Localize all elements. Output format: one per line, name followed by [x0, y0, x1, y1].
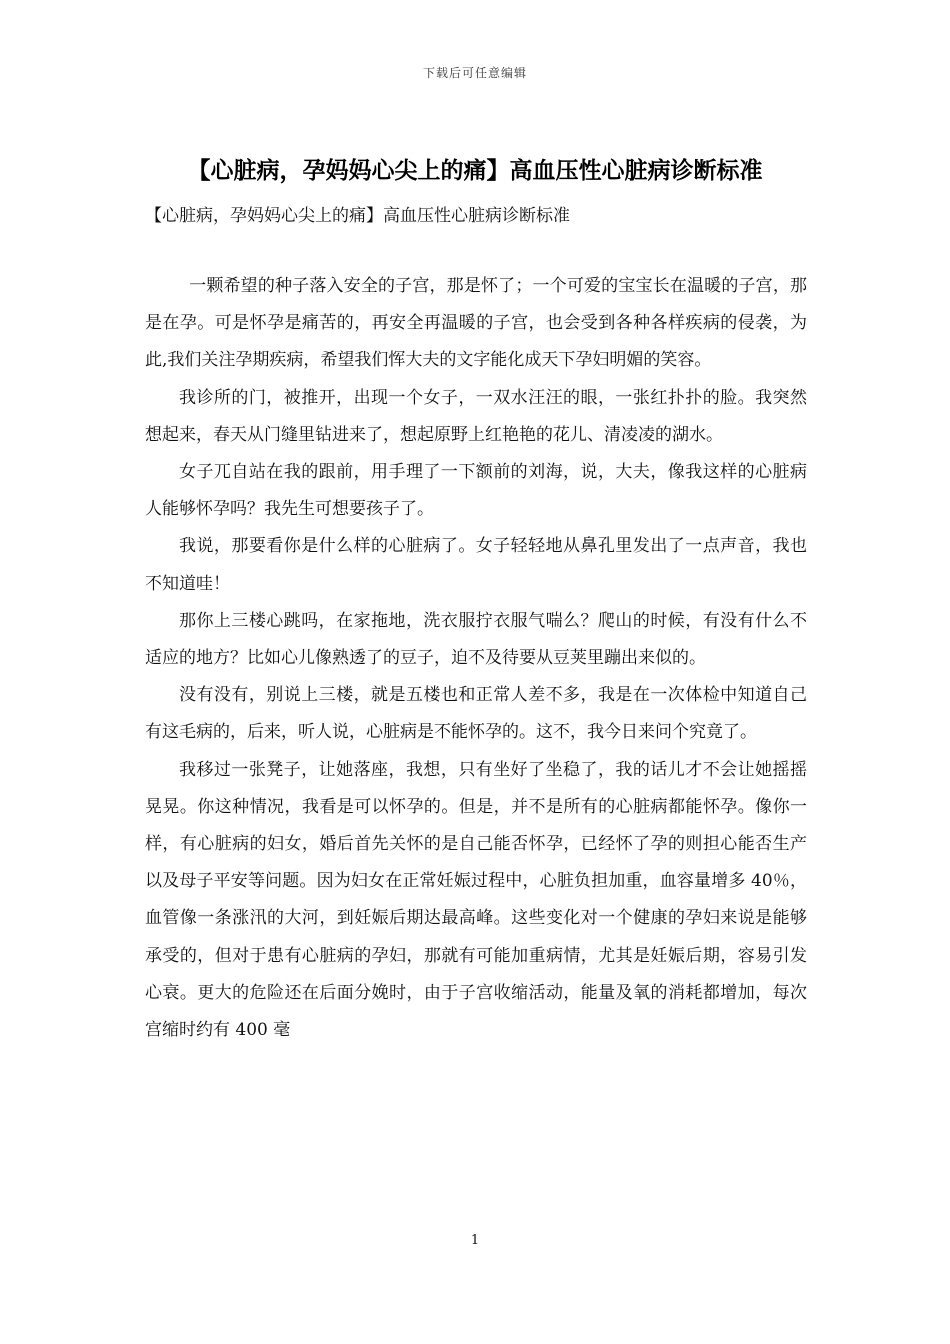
- paragraph: 我诊所的门，被推开，出现一个女子，一双水汪汪的眼，一张红扑扑的脸。我突然想起来，春天从门缝里钻进来了，想起原野上红艳艳的花儿、清凌凌的湖水。: [145, 387, 807, 445]
- document-title: 【心脏病，孕妈妈心尖上的痛】高血压性心脏病诊断标准: [187, 158, 763, 184]
- paragraph: 没有没有，别说上三楼，就是五楼也和正常人差不多，我是在一次体检中知道自己有这毛病的，后来，听人说，心脏病是不能怀孕的。这不，我今日来问个究竟了。: [145, 685, 807, 743]
- header-note: 下载后可任意编辑: [422, 66, 527, 80]
- paragraph: 女子兀自站在我的跟前，用手理了一下额前的刘海，说，大夫，像我这样的心脏病人能够怀孕吗？我先生可想要孩子了。: [145, 462, 807, 520]
- paragraph: 我说，那要看你是什么样的心脏病了。女子轻轻地从鼻孔里发出了一点声音，我也不知道哇！: [145, 536, 807, 594]
- paragraph: 我移过一张凳子，让她落座，我想，只有坐好了坐稳了，我的话儿才不会让她摇摇晃晃。你这种情况，我看是可以怀孕的。但是，并不是所有的心脏病都能怀孕。像你一样，有心脏病的妇女，婚后首先关怀的是自己能否怀孕，已经怀了孕的则担心能否生产以及母子平安等问题。因为妇女在正常妊娠过程中，心脏负担加重，血容量增多 40％，血管像一条涨汛的大河，到妊娠后期达最高峰。这些变化对一个健康的孕妇来说是能够承受的，但对于患有心脏病的孕妇，那就有可能加重病情，尤其是妊娠后期，容易引发心衰。更大的危险还在后面分娩时，由于子宫收缩活动，能量及氧的消耗都增加，每次宫缩时约有 400 毫: [145, 759, 807, 1041]
- document-subtitle: 【心脏病，孕妈妈心尖上的痛】高血压性心脏病诊断标准: [145, 206, 570, 226]
- article-body: [145, 268, 807, 1049]
- page-number: 1: [470, 1233, 480, 1248]
- paragraph: 一颗希望的种子落入安全的子宫，那是怀了；一个可爱的宝宝长在温暖的子宫，那是在孕。可是怀孕是痛苦的，再安全再温暖的子宫，也会受到各种各样疾病的侵袭，为此,我们关注孕期疾病，希望我们恽大夫的文字能化成天下孕妇明媚的笑容。: [145, 276, 807, 371]
- paragraph: 那你上三楼心跳吗，在家拖地，洗衣服拧衣服气喘么？爬山的时候，有没有什么不适应的地方？比如心儿像熟透了的豆子，迫不及待要从豆荚里蹦出来似的。: [145, 610, 807, 669]
